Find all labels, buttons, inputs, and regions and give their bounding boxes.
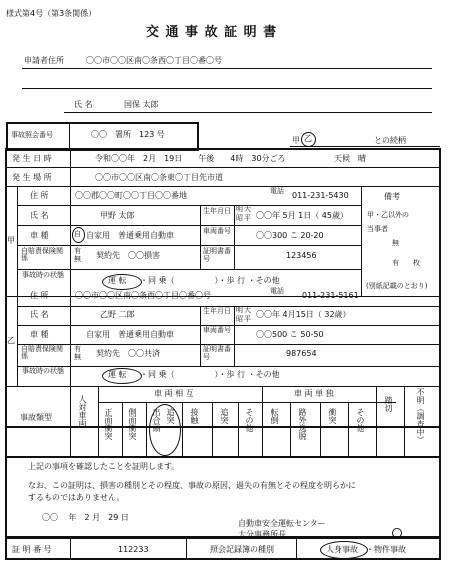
a-line-1 (17, 205, 361, 206)
party-a-side: 甲 (7, 236, 15, 245)
party-b-plate-label: 車両番号 (203, 326, 231, 334)
party-b-phone: 011-231-5161 (302, 291, 359, 300)
type-sv-col-1: 転倒 (270, 408, 279, 424)
party-a-era-1: 明 (236, 205, 243, 213)
remarks-title: 備考 (384, 192, 400, 201)
footer-ledger-label: 照会記録簿の種別 (210, 545, 274, 554)
party-a-phone-label: 電話 (270, 187, 284, 195)
party-a-state-circled: 運 転 (108, 276, 127, 285)
type-vv-col-5: 接触 (190, 408, 199, 424)
a-line-4 (17, 269, 361, 270)
side-divider (17, 186, 18, 296)
b-line-4 (17, 366, 441, 367)
type-div-vv-sv (262, 386, 263, 458)
party-a-insurance: 契約先 〇〇損害 (96, 251, 160, 260)
party-b-state-circled: 運 転 (108, 370, 127, 379)
party-b-era-1: 明 (236, 306, 243, 314)
side-divider-b (17, 296, 18, 386)
a-line-2 (17, 225, 361, 226)
party-b-state: ・同 乗（ ）・歩 行 ・その他 (140, 370, 280, 379)
vv-col-div-1 (122, 402, 123, 458)
b-mid-divider (200, 306, 201, 366)
reference-label: 事故照会番号 (11, 131, 53, 139)
type-sv-col-2: 路外逸脱 (298, 408, 307, 440)
party-a-address-label: 住 所 (30, 191, 49, 200)
party-label-divider (70, 186, 71, 296)
document-title: 交 通 事 故 証 明 書 (146, 25, 278, 40)
party-pair: 甲 (292, 136, 300, 145)
type-sv-col-4: その他 (356, 408, 365, 432)
form-number: 様式第4号（第3条関係） (6, 9, 97, 18)
party-b-vehicle-label: 車 種 (30, 330, 49, 339)
party-b-era-3: 昭 (236, 315, 243, 323)
type-div-unknown (404, 386, 405, 458)
party-b-era-4: 平 (244, 315, 251, 323)
datetime-value: 令和〇〇年 2月 19日 午後 4時 30分ごろ (95, 154, 286, 163)
type-vv-col-2: 側面衝突 (128, 408, 137, 440)
party-b-insurance-label: 自賠責保険関係 (21, 345, 63, 361)
place-value: 〇〇市〇〇区南〇条東〇丁目先市道 (95, 173, 223, 182)
applicant-address-underline (22, 68, 432, 69)
reference-value: 〇〇 署所 123 号 (91, 130, 165, 139)
party-a-phone: 011-231-5430 (292, 191, 349, 200)
cert-note1: なお、この証明は、損害の種別とその程度、事故の原因、過失の有無とその程度を明らかに (28, 481, 356, 490)
applicant-blank-line (22, 88, 432, 89)
party-a-era-2: 大 (244, 205, 251, 213)
applicant-name-label: 氏 名 (74, 100, 93, 109)
a-line-3 (17, 245, 361, 246)
party-b-label-divider (70, 296, 71, 386)
weather-value: 晴 (358, 154, 366, 163)
footer-div-2 (186, 538, 187, 560)
footer-cert-label: 証 明 番 号 (12, 545, 52, 554)
type-person-vehicle: 人対車両 (78, 395, 87, 427)
party-b-phone-label: 電話 (270, 287, 284, 295)
place-label: 発 生 場 所 (12, 173, 52, 182)
applicant-name-underline (64, 112, 432, 113)
remarks-line2: 当事者 (367, 225, 388, 233)
a-mid-divider-2 (234, 205, 235, 269)
datetime-label: 発 生 日 時 (12, 154, 52, 163)
party-a-name-label: 氏 名 (30, 211, 49, 220)
applicant-name-value: 国保 太郎 (124, 100, 159, 109)
type-sv-header: 車 両 単 独 (294, 389, 334, 398)
weather-label: 天候 (334, 154, 350, 163)
footer-div-3 (296, 538, 297, 560)
applicant-address-label: 申請者住所 (24, 56, 64, 65)
party-a-era-4: 平 (244, 214, 251, 222)
cert-date: 〇〇 年 2 月 29 日 (42, 513, 129, 522)
party-b-cert: 987654 (286, 349, 317, 358)
a-mid-divider (200, 205, 201, 269)
party-a-cert-label: 証明書番号 (203, 247, 231, 263)
official-seal-icon (392, 528, 402, 538)
reference-divider (69, 124, 70, 149)
type-railroad: 踏切 (384, 396, 393, 412)
footer-div-1 (70, 538, 71, 560)
remarks-line1: 甲・乙以外の (367, 211, 409, 219)
party-b-vehicle: 自家用 普通乗用自動車 (86, 330, 174, 339)
party-a-state-label: 事故時の状態 (22, 271, 64, 279)
party-circled: 乙 (304, 134, 312, 143)
party-b-plate: 〇〇500 こ 50-50 (256, 330, 324, 339)
row-line-1 (5, 167, 441, 168)
sv-col-div-2 (320, 402, 321, 458)
party-a-cert: 123456 (286, 251, 317, 260)
cert-note2: するものではありません。 (28, 493, 125, 502)
type-sv-col-3: 衝突 (328, 408, 337, 424)
type-vv-col-3: 出合頭 (152, 408, 161, 432)
sv-col-div-3 (348, 402, 349, 458)
party-a-state: ・同 乗（ ）・歩 行 ・その他 (140, 276, 280, 285)
footer-ledger-circled: 人身事故 (326, 545, 358, 554)
remarks-divider (361, 186, 362, 296)
party-a-plate: 〇〇300 こ 20-20 (256, 231, 324, 240)
vv-col-div-2 (146, 402, 147, 458)
party-b-birth: 〇〇年 4月15日（ 32歳） (256, 310, 351, 319)
party-b-address: 〇〇市〇〇区南〇条西〇丁目〇番〇号 (75, 291, 211, 300)
type-div-0 (70, 386, 71, 458)
cert-statement: 上記の事項を確認したことを証明します。 (28, 462, 180, 471)
party-a-plate-label: 車両番号 (203, 227, 231, 235)
type-label: 事故類型 (20, 413, 52, 422)
type-div-rr (376, 386, 377, 458)
party-a-vehicle: 自家用 普通乗用自動車 (86, 231, 174, 240)
party-a-insurance-label: 自賠責保険関係 (21, 247, 63, 263)
party-a-birth: 〇〇年 5月 1日（ 45歳） (256, 211, 348, 220)
party-b-name-label: 氏 名 (30, 310, 49, 319)
party-b-address-label: 住 所 (30, 291, 49, 300)
remarks-line4: 有 枚 (392, 259, 420, 267)
cert-issuer1: 自動車安全運転センター (238, 519, 326, 528)
party-a-birth-label: 生年月日 (203, 207, 231, 215)
type-vv-col-7: その他 (245, 408, 254, 432)
b-mid-divider-2 (234, 306, 235, 366)
party-a-name: 甲野 太郎 (100, 211, 135, 220)
remarks-line3: 無 (392, 239, 399, 247)
party-a-vehicle-circled: 自 (74, 230, 81, 238)
type-div-1 (98, 386, 99, 458)
type-vv-header: 車 両 相 互 (154, 389, 194, 398)
party-relation: との続柄 (374, 136, 406, 145)
applicant-address-value: 〇〇市〇〇区南〇条西〇丁目〇番〇号 (86, 56, 222, 65)
sv-col-div-1 (290, 402, 291, 458)
party-a-vehicle-label: 車 種 (30, 231, 49, 240)
type-subheader-line (98, 402, 396, 403)
footer-cert-number: 112233 (118, 545, 149, 554)
party-b-state-label: 事故時の状態 (22, 367, 64, 375)
type-vv-col-6: 追突 (220, 408, 229, 424)
party-a-era-3: 昭 (236, 214, 243, 222)
type-unknown: 不明（調査中） (416, 388, 425, 444)
relation-underline (290, 146, 440, 147)
cert-issuer2: 大分事務所長 (238, 530, 286, 539)
remarks-line5: (別紙記載のとおり) (366, 282, 428, 290)
party-b-birth-label: 生年月日 (203, 307, 231, 315)
party-b-insurance-flag: 有無 (74, 345, 81, 361)
party-b-era-2: 大 (244, 306, 251, 314)
party-b-cert-label: 証明書番号 (203, 345, 231, 361)
party-b-insurance: 契約先 〇〇共済 (96, 349, 160, 358)
party-b-name: 乙野 二郎 (100, 310, 135, 319)
vv-col-div-4 (212, 402, 213, 458)
vv-col-div-5 (238, 402, 239, 458)
type-vv-col-4: 追突 (166, 408, 175, 424)
type-vv-col-1: 正面衝突 (104, 408, 113, 440)
footer-ledger-rest: ・物件事故 (366, 545, 406, 554)
party-b-side: 乙 (7, 336, 15, 345)
party-a-insurance-flag: 有無 (74, 247, 81, 263)
party-a-address: 〇〇郡〇〇町〇〇丁目〇〇番地 (75, 191, 187, 200)
vv-col-div-3 (182, 402, 183, 458)
